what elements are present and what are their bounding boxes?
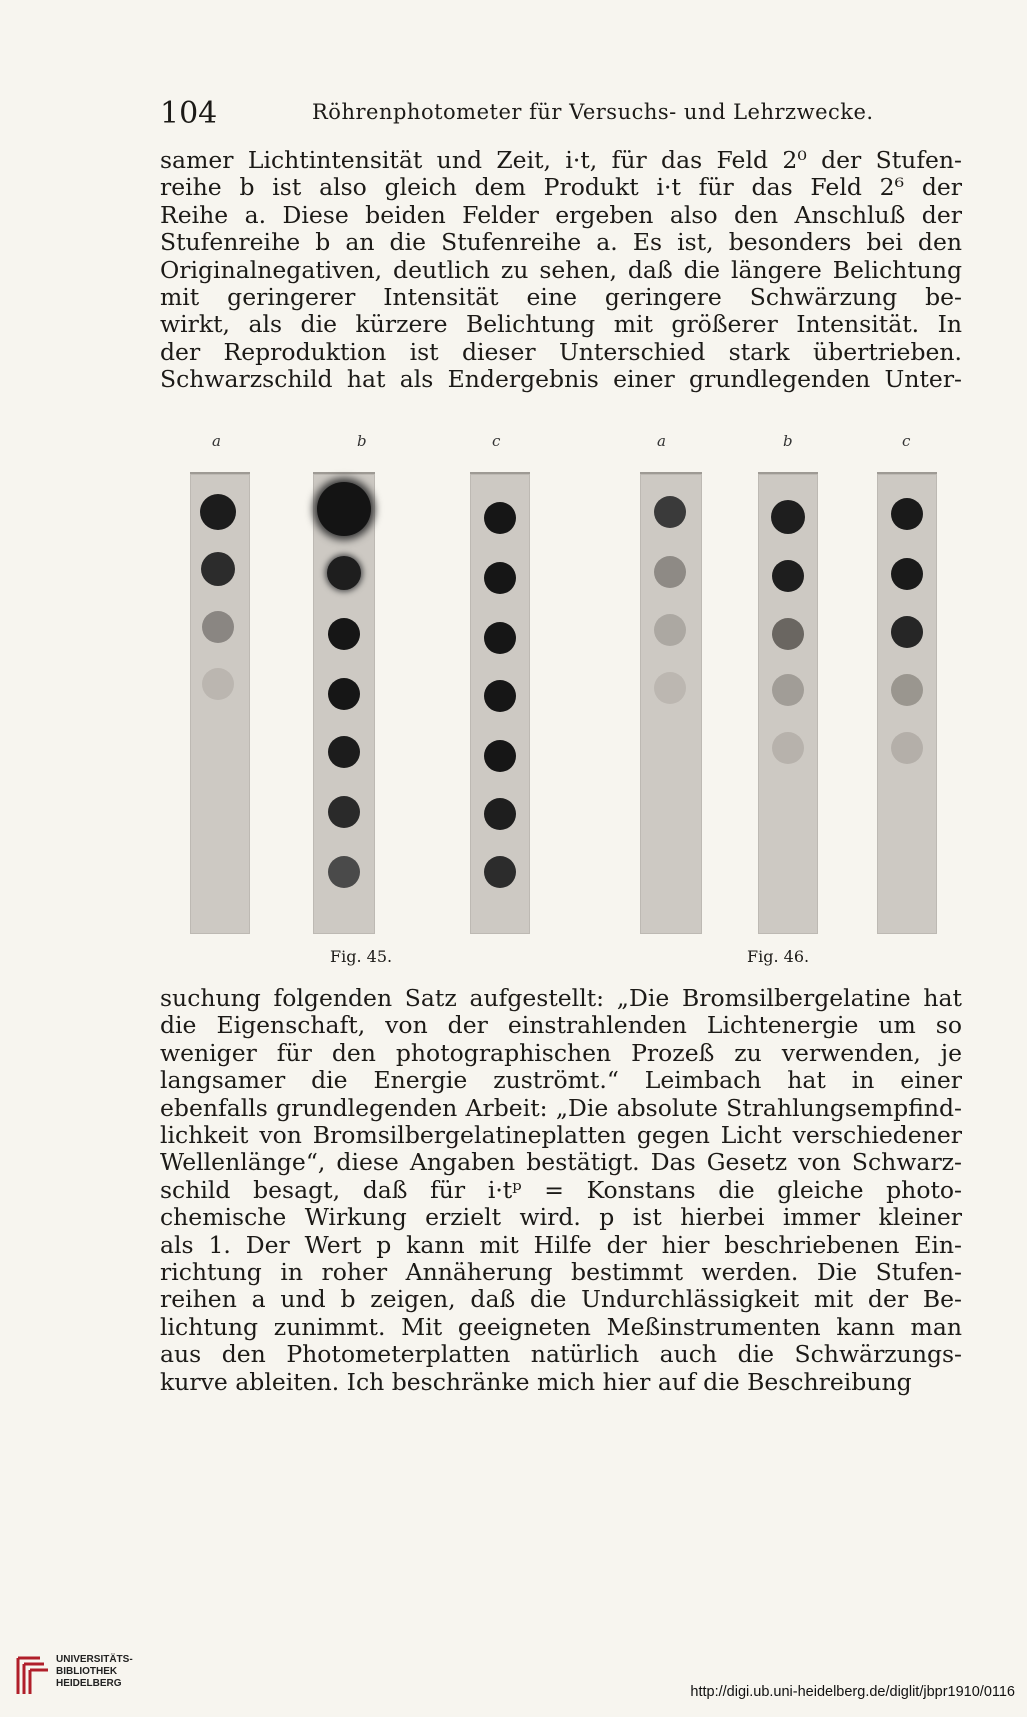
text-line: langsamer die Energie zuströmt.“ Leimbach hat in einer (160, 1066, 962, 1095)
text-line: weniger für den photographischen Prozeß zu verwenden, je (160, 1038, 962, 1067)
density-spot (202, 611, 234, 643)
density-spot (484, 740, 516, 772)
strip-label-b: b (783, 432, 793, 450)
text-line: lichtung zunimmt. Mit geeigneten Meßinstrumenten kann man (160, 1312, 962, 1341)
density-spot (200, 494, 236, 530)
paragraph-top (160, 147, 962, 394)
density-spot (771, 500, 805, 534)
density-spot (328, 856, 360, 888)
strip-label-b: b (357, 432, 367, 450)
density-spot (772, 560, 804, 592)
density-spot (484, 562, 516, 594)
density-spot (202, 668, 234, 700)
density-spot (654, 496, 686, 528)
text-line: Stufenreihe b an die Stufenreihe a. Es ist, besonders bei den (160, 228, 962, 257)
density-spot (328, 678, 360, 710)
density-spot (327, 556, 361, 590)
text-line: Reihe a. Diese beiden Felder ergeben also den Anschluß der (160, 200, 962, 229)
paragraph-bottom (160, 985, 962, 1396)
text-line: reihen a und b zeigen, daß die Undurchlässigkeit mit der Be- (160, 1285, 962, 1314)
page-header (160, 96, 990, 130)
text-line: suchung folgenden Satz aufgestellt: „Die Bromsilbergelatine hat (160, 984, 962, 1012)
figure-caption: Fig. 45. (330, 947, 393, 966)
source-url-link[interactable]: http://digi.ub.uni-heidelberg.de/diglit/jbpr1910/0116 (690, 1684, 1015, 1700)
density-spot (328, 618, 360, 650)
density-spot (317, 482, 371, 536)
strip-label-a: a (657, 432, 666, 450)
text-line: kurve ableiten. Ich beschränke mich hier auf die Beschreibung (160, 1367, 912, 1396)
step-wedge-strip (877, 472, 937, 934)
text-line: ebenfalls grundlegenden Arbeit: „Die absolute Strahlungsempfind- (160, 1093, 962, 1122)
density-spot (891, 498, 923, 530)
density-spot (201, 552, 235, 586)
step-wedge-strip (190, 472, 250, 934)
density-spot (891, 732, 923, 764)
library-emblem-icon (14, 1654, 50, 1698)
density-spot (891, 558, 923, 590)
text-line: die Eigenschaft, von der einstrahlenden Lichtenergie um so (160, 1011, 962, 1040)
density-spot (654, 672, 686, 704)
density-spot (328, 796, 360, 828)
density-spot (772, 674, 804, 706)
density-spot (654, 614, 686, 646)
text-line: mit geringerer Intensität eine geringere Schwärzung be- (160, 283, 962, 312)
text-line: reihe b ist also gleich dem Produkt i·t für das Feld 2⁶ der (160, 173, 962, 202)
density-spot (484, 798, 516, 830)
library-name-line: BIBLIOTHEK (56, 1666, 118, 1677)
text-line: chemische Wirkung erzielt wird. p ist hierbei immer kleiner (160, 1203, 962, 1232)
strip-label-c: c (902, 432, 911, 450)
density-spot (772, 618, 804, 650)
density-spot (772, 732, 804, 764)
density-spot (484, 856, 516, 888)
text-line: Originalnegativen, deutlich zu sehen, daß die längere Belichtung (160, 255, 962, 284)
strip-label-c: c (492, 432, 501, 450)
density-spot (328, 736, 360, 768)
text-line: samer Lichtintensität und Zeit, i·t, für das Feld 2⁰ der Stufen- (160, 146, 962, 174)
density-spot (484, 622, 516, 654)
step-wedge-strip (758, 472, 818, 934)
text-line: Schwarzschild hat als Endergebnis einer grundlegenden Unter- (160, 365, 962, 394)
step-wedge-strip (640, 472, 702, 934)
text-line: schild besagt, daß für i·tᵖ = Konstans die gleiche photo- (160, 1175, 962, 1204)
library-name-line: UNIVERSITÄTS- (56, 1654, 133, 1665)
library-logo (14, 1652, 174, 1702)
text-line: Wellenlänge“, diese Angaben bestätigt. Das Gesetz von Schwarz- (160, 1148, 962, 1177)
figures-area (180, 432, 940, 966)
text-line: der Reproduktion ist dieser Unterschied stark übertrieben. (160, 337, 962, 366)
text-line: wirkt, als die kürzere Belichtung mit größerer Intensität. In (160, 310, 962, 339)
library-name-line: HEIDELBERG (56, 1678, 122, 1689)
text-line: aus den Photometerplatten natürlich auch die Schwärzungs- (160, 1340, 962, 1369)
density-spot (654, 556, 686, 588)
page-number: 104 (160, 96, 218, 131)
step-wedge-strip (470, 472, 530, 934)
density-spot (484, 680, 516, 712)
figure-caption: Fig. 46. (747, 947, 810, 966)
text-line: lichkeit von Bromsilbergelatineplatten gegen Licht verschiedener (160, 1121, 962, 1150)
density-spot (891, 616, 923, 648)
text-line: richtung in roher Annäherung bestimmt werden. Die Stufen- (160, 1258, 962, 1287)
step-wedge-strip (313, 472, 375, 934)
text-line: als 1. Der Wert p kann mit Hilfe der hier beschriebenen Ein- (160, 1230, 962, 1259)
strip-label-a: a (212, 432, 221, 450)
density-spot (484, 502, 516, 534)
running-title: Röhrenphotometer für Versuchs- und Lehrzwecke. (312, 100, 874, 124)
density-spot (891, 674, 923, 706)
